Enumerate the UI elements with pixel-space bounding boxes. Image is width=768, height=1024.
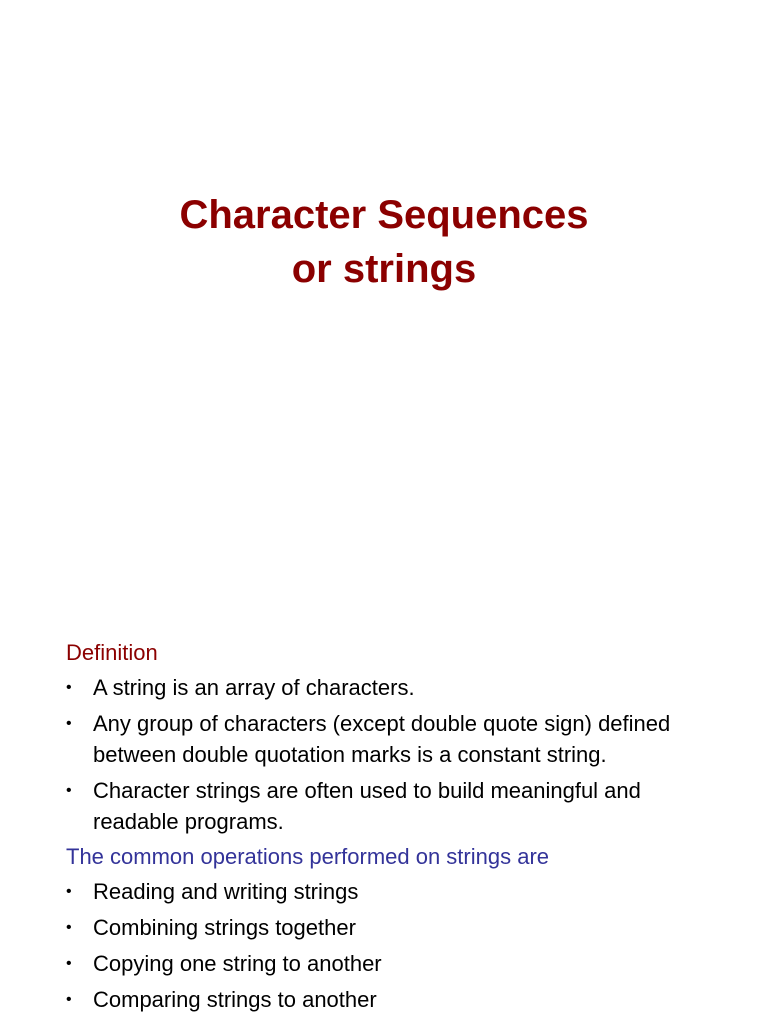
list-item-text: Character strings are often used to build meaningful and readable programs. xyxy=(93,778,641,834)
slide-content xyxy=(66,638,716,1020)
list-item-text: Reading and writing strings xyxy=(93,879,359,904)
definition-list xyxy=(66,672,716,837)
list-item xyxy=(66,672,716,703)
bullet-icon: • xyxy=(66,715,72,732)
list-item xyxy=(66,775,716,837)
slide-title-line-1: Character Sequences xyxy=(179,193,589,237)
list-item-text: Comparing strings to another xyxy=(93,987,377,1012)
bullet-icon: • xyxy=(66,679,72,696)
bullet-icon: • xyxy=(66,919,72,936)
list-item-text: A string is an array of characters. xyxy=(93,675,415,700)
list-item-text: Combining strings together xyxy=(93,915,356,940)
list-item xyxy=(66,984,716,1015)
list-item-text: Copying one string to another xyxy=(93,951,382,976)
bullet-icon: • xyxy=(66,883,72,900)
bullet-icon: • xyxy=(66,991,72,1008)
list-item xyxy=(66,912,716,943)
list-item xyxy=(66,876,716,907)
content-slide xyxy=(0,600,768,1024)
slide-title-line-2: or strings xyxy=(291,247,477,291)
list-item xyxy=(66,948,716,979)
definition-heading: Definition xyxy=(66,640,158,665)
bullet-icon: • xyxy=(66,955,72,972)
bullet-icon: • xyxy=(66,782,72,799)
operations-list xyxy=(66,876,716,1015)
list-item-text: Any group of characters (except double quote sign) defined between double quotation marks is a constant string. xyxy=(93,711,671,767)
slide-title xyxy=(0,188,768,296)
list-item xyxy=(66,708,716,770)
operations-heading: The common operations performed on strings are xyxy=(66,844,550,869)
